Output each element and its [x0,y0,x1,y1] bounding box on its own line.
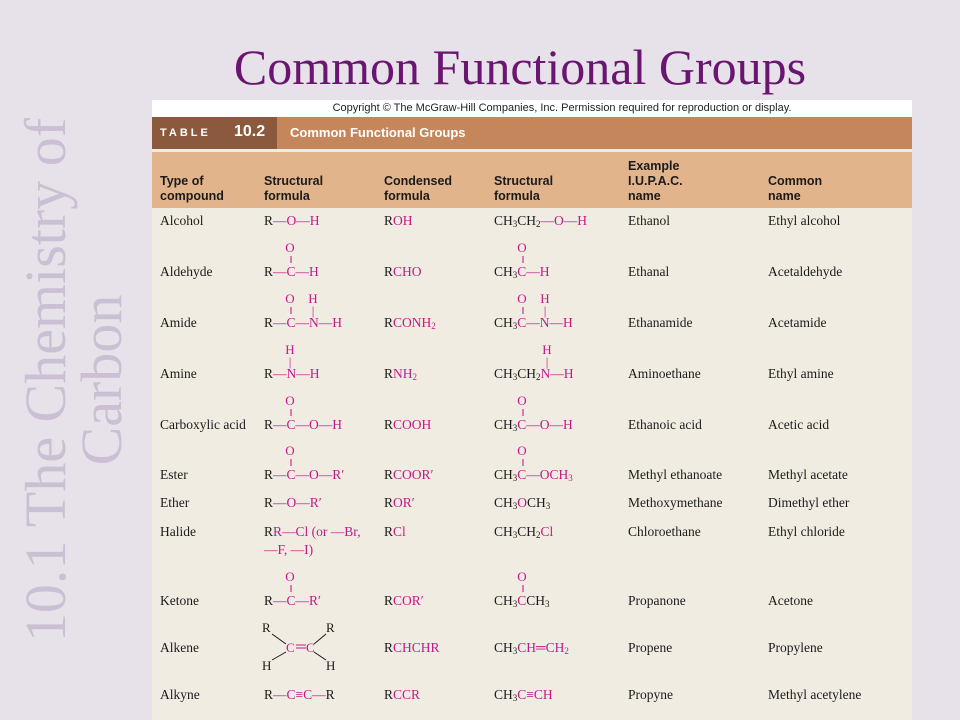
structural-ester: R—C—O—R′ [264,467,345,482]
example-ether: $CH_3OCH_3$ [494,495,551,511]
example-aldehyde: $CH_3C—H$ [494,264,550,280]
structural-ketone: R—C—R′ [264,593,321,608]
table-name: Common Functional Groups [290,125,466,140]
carbonyl-acid-example: O ‖ [517,393,527,419]
carbonyl-ketone: O ‖ [285,569,295,595]
row-type: Alkyne [160,687,200,702]
table-tag [152,117,277,149]
row-condensed: RCOOH [384,417,432,432]
row-condensed: $RCONH_2$ [384,315,436,331]
slide-title: Common Functional Groups [233,39,807,95]
side-title [4,0,144,720]
row-condensed: RCHO [384,264,422,279]
carbonyl-aldehyde: O ‖ [285,240,295,266]
row-common-name: Acetic acid [768,417,830,432]
header-type: Type of compound [160,174,224,203]
structural-halide-2: —F, —I) [264,542,314,557]
row-type: Halide [160,524,196,539]
header-condensed: Condensed formula [384,174,453,203]
table-tag-number: 10.2 [234,123,266,140]
row-iupac-name: Methoxymethane [628,495,723,510]
example-halide: $CH_3CH_2Cl$ [494,524,554,540]
row-condensed: RCHCHR [384,640,440,655]
carbonyl-aldehyde-example: O ‖ [517,240,527,266]
structural-alcohol: R—O—H [264,213,320,228]
structural-amide: R—C—N—H [264,315,343,330]
row-iupac-name: Methyl ethanoate [628,467,723,482]
row-common-name: Propylene [768,640,823,655]
example-alkyne: $CH_3C\equiv CH$ [494,687,553,703]
table-header [152,152,912,208]
structural-amine: R—N—H [264,366,320,381]
row-common-name: Ethyl alcohol [768,213,841,228]
row-iupac-name: Propene [628,640,673,655]
row-common-name: Acetone [768,593,813,608]
row-type: Carboxylic acid [160,417,246,432]
structural-ether: R—O—R′ [264,495,322,510]
carbonyl-ketone-example: O ‖ [517,569,527,595]
row-type: Ester [160,467,188,482]
row-type: Alkene [160,640,199,655]
row-common-name: Methyl acetate [768,467,848,482]
header-common: Common name [768,174,823,203]
amine-h-example: H | [542,342,552,369]
svg-text:C: C [306,640,315,655]
row-common-name: Acetaldehyde [768,264,843,279]
alkene-structure [260,620,350,676]
carbonyl-amide-example: O ‖ [517,291,527,317]
example-amide: $CH_3C—N—H$ [494,315,573,331]
row-iupac-name: Propanone [628,593,686,608]
structural-halide: RR—Cl (or —Br, [264,524,361,539]
row-condensed: RCOOR′ [384,467,434,482]
amine-h: H | [285,342,295,369]
row-iupac-name: Aminoethane [628,366,701,381]
header-structural: Structural formula [264,174,324,203]
row-condensed: RCOR′ [384,593,424,608]
row-type: Amide [160,315,197,330]
row-condensed: RCl [384,524,406,539]
row-condensed: ROR′ [384,495,415,510]
row-condensed: $RNH_2$ [384,366,418,382]
row-condensed: ROH [384,213,413,228]
example-acid: $CH_3C—O—H$ [494,417,573,433]
functional-groups-table [152,100,912,720]
row-common-name: Ethyl chloride [768,524,845,539]
row-iupac-name: Ethanoic acid [628,417,702,432]
table-tag-word: TABLE [160,127,211,139]
amide-h: H | [308,291,318,318]
row-iupac-name: Chloroethane [628,524,701,539]
example-alcohol: $CH_3CH_2—O—H$ [494,213,588,229]
svg-text:C: C [286,640,295,655]
carbonyl-ester-example: O ‖ [517,443,527,469]
svg-text:H: H [326,658,336,673]
header-structural-example: Structural formula [494,174,554,203]
example-ester: $CH_3C—OCH_3$ [494,467,573,483]
example-ketone: $CH_3CCH_3$ [494,593,550,609]
row-type: Amine [160,366,197,381]
row-common-name: Ethyl amine [768,366,834,381]
row-common-name: Dimethyl ether [768,495,850,510]
row-iupac-name: Ethanamide [628,315,693,330]
structural-acid: R—C—O—H [264,417,343,432]
row-type: Alcohol [160,213,204,228]
carbonyl-ester: O ‖ [285,443,295,469]
row-common-name: Methyl acetylene [768,687,862,702]
row-type: Ether [160,495,190,510]
row-type: Ketone [160,593,199,608]
row-type: Aldehyde [160,264,213,279]
row-condensed: RCCR [384,687,421,702]
carbonyl-acid: O ‖ [285,393,295,419]
amide-h-example: H | [540,291,550,318]
row-common-name: Acetamide [768,315,827,330]
svg-text:R: R [326,620,335,635]
copyright-notice: Copyright © The McGraw-Hill Companies, Inc. Permission required for reproduction or display. [152,100,912,117]
example-amine: $CH_3CH_2N—H$ [494,366,574,382]
example-alkene: $CH_3CH═CH_2$ [494,640,569,656]
svg-text:H: H [262,658,272,673]
structural-alkyne: R—C≡C—R [264,687,335,702]
side-title-text: 10.1 The Chemistry of Carbon [13,117,134,643]
table-title-bar [152,117,912,149]
row-iupac-name: Ethanol [628,213,670,228]
row-iupac-name: Ethanal [628,264,670,279]
carbonyl-amide: O ‖ [285,291,295,317]
svg-text:R: R [262,620,271,635]
row-iupac-name: Propyne [628,687,673,702]
structural-aldehyde: R—C—H [264,264,319,279]
header-iupac: Example I.U.P.A.C. name [628,159,683,203]
